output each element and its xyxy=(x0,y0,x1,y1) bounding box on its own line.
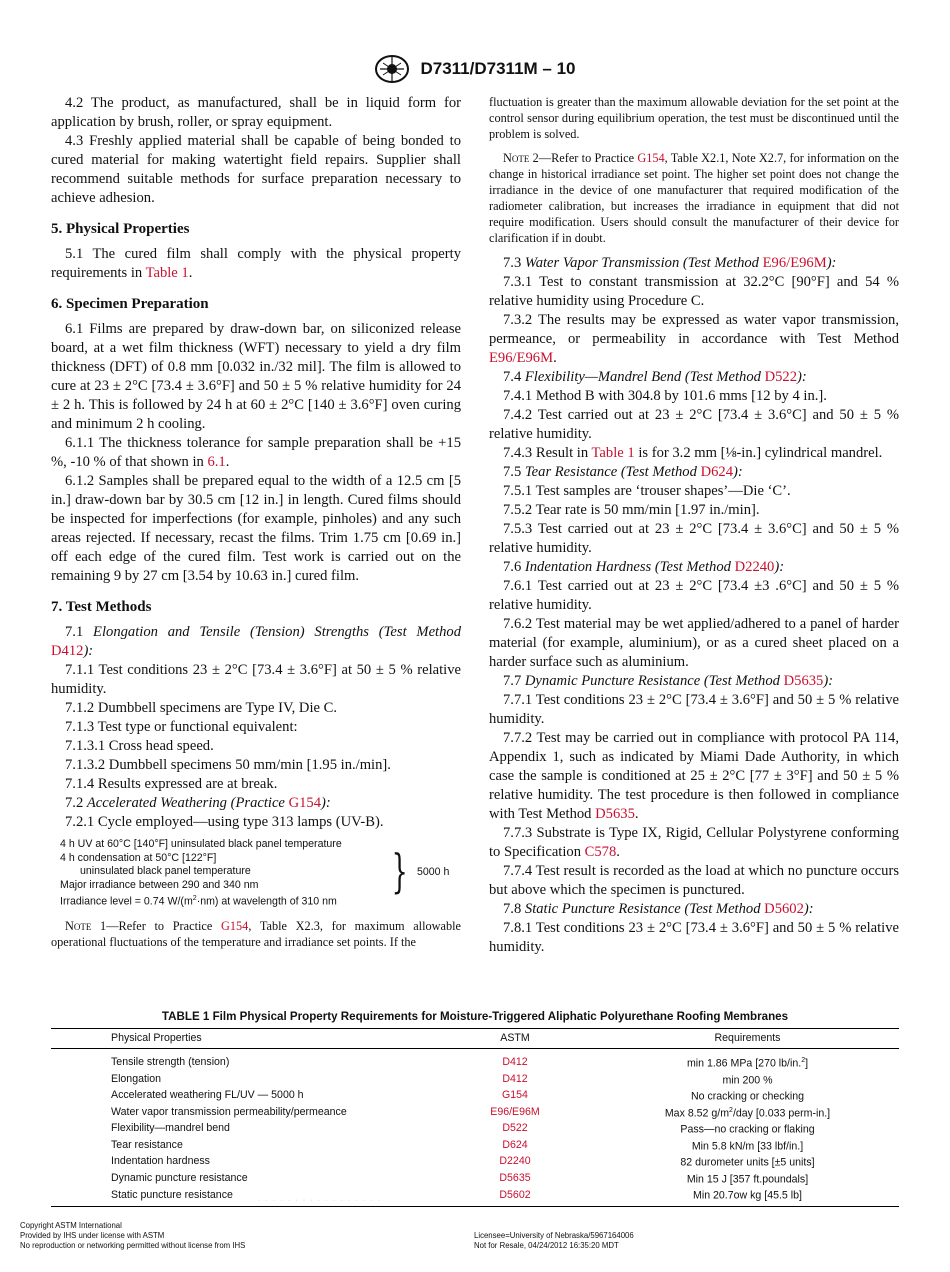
cell-requirement: min 1.86 MPa [270 lb/in.$^2$] xyxy=(686,1057,809,1070)
paragraph-7-5-1: 7.5.1 Test samples are ‘trouser shapes’—Die ‘C’. xyxy=(503,483,791,499)
cell-requirement: Min 20.7ow kg [45.5 lb] xyxy=(596,1186,899,1206)
astm-link[interactable]: D522 xyxy=(502,1122,528,1135)
header-astm: ASTM xyxy=(434,1029,596,1049)
paragraph-7-1-1: 7.1.1 Test conditions 23 ± 2°C [73.4 ± 3.6°F] at 50 ± 5 % relative humidity. xyxy=(51,662,461,697)
footer-line: No reproduction or networking permitted without license from IHS xyxy=(20,1241,246,1250)
cycle-list xyxy=(51,838,461,908)
cell-property: Flexibility—mandrel bend xyxy=(111,1122,230,1135)
link-g154-note2[interactable]: G154 xyxy=(637,151,665,165)
cycle-line: 4 h condensation at 50°C [122°F] xyxy=(60,851,217,864)
cell-astm-link[interactable] xyxy=(434,1186,596,1206)
astm-link[interactable]: D412 xyxy=(502,1056,528,1069)
paragraph-7-7-1: 7.7.1 Test conditions 23 ± 2°C [73.4 ± 3.6°F] and 50 ± 5 % relative humidity. xyxy=(489,692,899,727)
table-row xyxy=(51,1071,899,1088)
paragraph-7-2: 7.2 Accelerated Weathering (Practice G154): xyxy=(65,795,331,811)
paragraph-7-6-1: 7.6.1 Test carried out at 23 ± 2°C [73.4 ±3 .6°C] and 50 ± 5 % relative humidity. xyxy=(489,578,899,613)
paragraph-7-5-3: 7.5.3 Test carried out at 23 ± 2°C [73.4 ± 3.6°C] and 50 ± 5 % relative humidity. xyxy=(489,521,899,556)
link-e96-2[interactable]: E96/E96M xyxy=(489,350,554,366)
cell-requirement: No cracking or checking xyxy=(690,1090,805,1103)
left-column xyxy=(51,94,461,958)
paragraph-5-1: 5.1 The cured film shall comply with the physical property requirements in Table 1. xyxy=(51,246,461,281)
cell-astm-link[interactable] xyxy=(434,1120,596,1137)
link-g154[interactable]: G154 xyxy=(288,795,321,811)
paragraph-7-4-2: 7.4.2 Test carried out at 23 ± 2°C [73.4 ± 3.6°C] and 50 ± 5 % relative humidity. xyxy=(489,407,899,442)
table-row xyxy=(51,1120,899,1137)
paragraph-7-1-3: 7.1.3 Test type or functional equivalent: xyxy=(65,719,298,735)
table-row xyxy=(51,1104,899,1121)
paragraph-7-5-2: 7.5.2 Tear rate is 50 mm/min [1.97 in./min]. xyxy=(503,502,760,518)
note-1-continued: fluctuation is greater than the maximum allowable deviation for the set point at the control sensor during equilibrium operation, the test must be discontinued until the problem is solved. xyxy=(489,95,899,141)
footer-left xyxy=(20,1221,245,1251)
document-id: D7311/D7311M – 10 xyxy=(420,59,576,78)
cell-property: Tensile strength (tension) xyxy=(111,1056,230,1069)
paragraph-7-1-3-2: 7.1.3.2 Dumbbell specimens 50 mm/min [1.95 in./min]. xyxy=(65,757,391,773)
cell-requirement: min 200 % xyxy=(722,1074,773,1087)
paragraph-7-6: 7.6 Indentation Hardness (Test Method D2240): xyxy=(503,559,785,575)
heading-section-5: 5. Physical Properties xyxy=(51,221,190,237)
paragraph-7-8: 7.8 Static Puncture Resistance (Test Method D5602): xyxy=(503,901,814,917)
paragraph-7-5: 7.5 Tear Resistance (Test Method D624): xyxy=(503,464,743,480)
footer-right xyxy=(474,1231,634,1251)
link-section-6-1[interactable]: 6.1 xyxy=(207,454,226,470)
astm-link[interactable]: E96/E96M xyxy=(490,1105,540,1118)
table-header-row xyxy=(51,1029,899,1049)
astm-link[interactable]: D2240 xyxy=(499,1155,531,1168)
note-1: Note 1—Refer to Practice G154, Table X2.3, for maximum allowable operational fluctuations of the temperature and irradiance set points. If the xyxy=(51,919,462,949)
note-2: Note 2—Refer to Practice G154, Table X2.1, Note X2.7, for information on the change in historical irradiance set point. The higher set point does not change the irradiance in the device of one manufacturer that required modification of the radiometer calibration, but increases the irradiance in equipment that did not require modification. Users should consult the manufacturer of their device for clarification if in doubt. xyxy=(489,151,899,245)
paragraph-6-1: 6.1 Films are prepared by draw-down bar, on siliconized release board, at a wet film thickness (WFT) necessary to yield a dry film thickness (DFT) of 0.8 mm [0.032 in./32 mil]. The film is allowed to cure at 23 ± 2°C [73.4 ± 3.6°F] and 50 ± 5 % relative humidity for 24 ± 2 h. This is followed by 24 h at 60 ± 2°C [140 ± 3.6°F] oven curing and minimum 2 h cooling. xyxy=(51,321,461,432)
astm-link[interactable]: D5635 xyxy=(499,1171,531,1184)
cycle-line: uninsulated black panel temperature xyxy=(80,865,251,878)
cell-property: Accelerated weathering FL/UV — 5000 h xyxy=(111,1089,304,1102)
right-column xyxy=(489,94,899,957)
astm-logo-icon xyxy=(374,54,410,84)
paragraph-4-3: 4.3 Freshly applied material shall be capable of being bonded to cured material for making watertight field repairs. Supplier shall recommend suitable methods for surface preparation necessary to achieve adhesion. xyxy=(51,133,461,206)
link-d412[interactable]: D412 xyxy=(51,643,84,659)
cell-requirement: Min 15 J [357 ft.poundals] xyxy=(686,1173,809,1186)
cell-astm-link[interactable] xyxy=(434,1137,596,1154)
cycle-line: Irradiance level = 0.74 $W/(m^2\cdot nm)$ at wavelength of 310 nm xyxy=(60,895,337,908)
cell-property: Tear resistance xyxy=(111,1138,183,1151)
table-title: TABLE 1 Film Physical Property Requirements for Moisture-Triggered Aliphatic Polyurethane Roofing Membranes xyxy=(161,1010,789,1023)
paragraph-7-7-2: 7.7.2 Test may be carried out in compliance with protocol PA 114, Appendix 1, such as indicated by Miami Dade Authority, in which case the sample is conditioned at 25 ± 2°C [77 ± 3°F] and 50 ± 5 % relative humidity. The test procedure is then followed in compliance with Test Method D5635. xyxy=(489,730,899,822)
link-d624[interactable]: D624 xyxy=(700,464,733,480)
paragraph-7-8-1: 7.8.1 Test conditions 23 ± 2°C [73.4 ± 3.6°F] and 50 ± 5 % relative humidity. xyxy=(489,920,899,955)
brace-icon: } xyxy=(391,844,408,898)
cycle-line: Major irradiance between 290 and 340 nm xyxy=(60,878,259,891)
paragraph-7-1: 7.1 Elongation and Tensile (Tension) Strengths (Test Method D412): xyxy=(51,624,462,659)
cell-property: Water vapor transmission permeability/permeance xyxy=(111,1105,347,1118)
table-row xyxy=(51,1170,899,1187)
table-row xyxy=(51,1049,899,1071)
paragraph-7-1-4: 7.1.4 Results expressed are at break. xyxy=(65,776,278,792)
cycle-line: 4 h UV at 60°C [140°F] uninsulated black panel temperature xyxy=(60,838,342,850)
cell-astm-link[interactable] xyxy=(434,1087,596,1104)
paragraph-7-3-2: 7.3.2 The results may be expressed as water vapor transmission, permeance, or permeability in accordance with Test Method E96/E96M. xyxy=(489,312,899,366)
cell-astm-link[interactable] xyxy=(434,1049,596,1071)
cycle-duration: 5000 h xyxy=(417,866,450,878)
paragraph-7-4-1: 7.4.1 Method B with 304.8 by 101.6 mms [12 by 4 in.]. xyxy=(503,388,827,404)
footer-line: Copyright ASTM International xyxy=(20,1221,122,1230)
paragraph-6-1-1: 6.1.1 The thickness tolerance for sample preparation shall be +15 %, -10 % of that shown in 6.1. xyxy=(51,435,461,470)
table-row xyxy=(51,1186,899,1206)
header-requirements: Requirements xyxy=(596,1029,899,1049)
link-d522[interactable]: D522 xyxy=(764,369,797,385)
link-table-1-b[interactable]: Table 1 xyxy=(591,445,635,461)
heading-section-7: 7. Test Methods xyxy=(51,599,152,615)
cell-requirement: 82 durometer units [±5 units] xyxy=(680,1156,815,1169)
footer-line: Provided by IHS under license with ASTM xyxy=(20,1231,165,1240)
astm-link[interactable]: D412 xyxy=(502,1072,528,1085)
link-table-1[interactable]: Table 1 xyxy=(145,265,189,281)
cell-astm-link[interactable] xyxy=(434,1153,596,1170)
scan-artifact: · · · · · · · · · · · · · · · · · xyxy=(258,1198,382,1204)
paragraph-7-3-1: 7.3.1 Test to constant transmission at 32.2°C [90°F] and 54 % relative humidity using Procedure C. xyxy=(489,274,899,309)
astm-link[interactable]: D5602 xyxy=(499,1188,531,1201)
cell-requirement: Min 5.8 kN/m [33 lbf/in.] xyxy=(691,1140,804,1153)
paragraph-7-1-2: 7.1.2 Dumbbell specimens are Type IV, Die C. xyxy=(65,700,338,716)
paragraph-7-1-3-1: 7.1.3.1 Cross head speed. xyxy=(65,738,214,754)
paragraph-7-4-3: 7.4.3 Result in Table 1 is for 3.2 mm [⅛-in.] cylindrical mandrel. xyxy=(503,445,883,461)
link-d5635[interactable]: D5635 xyxy=(783,673,824,689)
page-header xyxy=(0,54,950,84)
cell-astm-link[interactable] xyxy=(434,1104,596,1121)
astm-link[interactable]: D624 xyxy=(502,1138,528,1151)
paragraph-7-7-3: 7.7.3 Substrate is Type IX, Rigid, Cellular Polystyrene conforming to Specification C578. xyxy=(489,825,899,860)
cell-property: Static puncture resistance xyxy=(51,1186,434,1206)
cell-property: Elongation xyxy=(111,1072,162,1085)
paragraph-7-2-1: 7.2.1 Cycle employed—using type 313 lamps (UV-B). xyxy=(65,814,384,830)
cell-property: Indentation hardness xyxy=(111,1155,210,1168)
link-d5635-2[interactable]: D5635 xyxy=(595,806,635,822)
link-c578[interactable]: C578 xyxy=(584,844,617,860)
cell-requirement: Max 8.52 $g/m^2$/day [0.033 perm-in.] xyxy=(664,1106,831,1120)
paragraph-7-7-4: 7.7.4 Test result is recorded as the load at which no puncture occurs but above which the specimen is punctured. xyxy=(489,863,899,898)
footer-line: Licensee=University of Nebraska/5967164006 xyxy=(474,1231,634,1240)
paragraph-7-4: 7.4 Flexibility—Mandrel Bend (Test Method D522): xyxy=(503,369,807,385)
link-g154-note1[interactable]: G154 xyxy=(221,919,249,933)
link-d5602[interactable]: D5602 xyxy=(764,901,804,917)
header-physical-properties: Physical Properties xyxy=(51,1029,434,1049)
paragraph-7-6-2: 7.6.2 Test material may be wet applied/adhered to a panel of harder material (for example, aluminium), or as a cured sheet placed on a harder surface such as aluminium. xyxy=(489,616,899,670)
requirements-table xyxy=(51,1028,899,1207)
paragraph-4-2: 4.2 The product, as manufactured, shall be in liquid form for application by brush, roller, or spray equipment. xyxy=(51,95,461,130)
cell-astm-link[interactable] xyxy=(434,1170,596,1187)
paragraph-7-7: 7.7 Dynamic Puncture Resistance (Test Method D5635): xyxy=(503,673,834,689)
paragraph-7-3: 7.3 Water Vapor Transmission (Test Method E96/E96M): xyxy=(503,255,837,271)
footer-line: Not for Resale, 04/24/2012 16:35:20 MDT xyxy=(474,1241,619,1250)
paragraph-6-1-2: 6.1.2 Samples shall be prepared equal to the width of a 12.5 cm [5 in.] draw-down bar by 30.5 cm [12 in.] in length. Cured films should be inspected for imperfections (for example, pinholes) and any such areas rejected. If necessary, recast the films. Trim 1.75 cm [0.69 in.] off each edge of the cured film. Test work is carried out on the remaining 9 by 27 cm [3.54 by 10.63 in.] cured film. xyxy=(51,473,461,584)
cell-requirement: Pass—no cracking or flaking xyxy=(680,1123,815,1136)
table-row xyxy=(51,1087,899,1104)
cell-property: Dynamic puncture resistance xyxy=(111,1171,248,1184)
link-d2240[interactable]: D2240 xyxy=(734,559,775,575)
table-row xyxy=(51,1153,899,1170)
link-e96[interactable]: E96/E96M xyxy=(762,255,827,271)
astm-link[interactable]: G154 xyxy=(502,1089,528,1102)
heading-section-6: 6. Specimen Preparation xyxy=(51,296,209,312)
cell-astm-link[interactable] xyxy=(434,1071,596,1088)
table-row xyxy=(51,1137,899,1154)
